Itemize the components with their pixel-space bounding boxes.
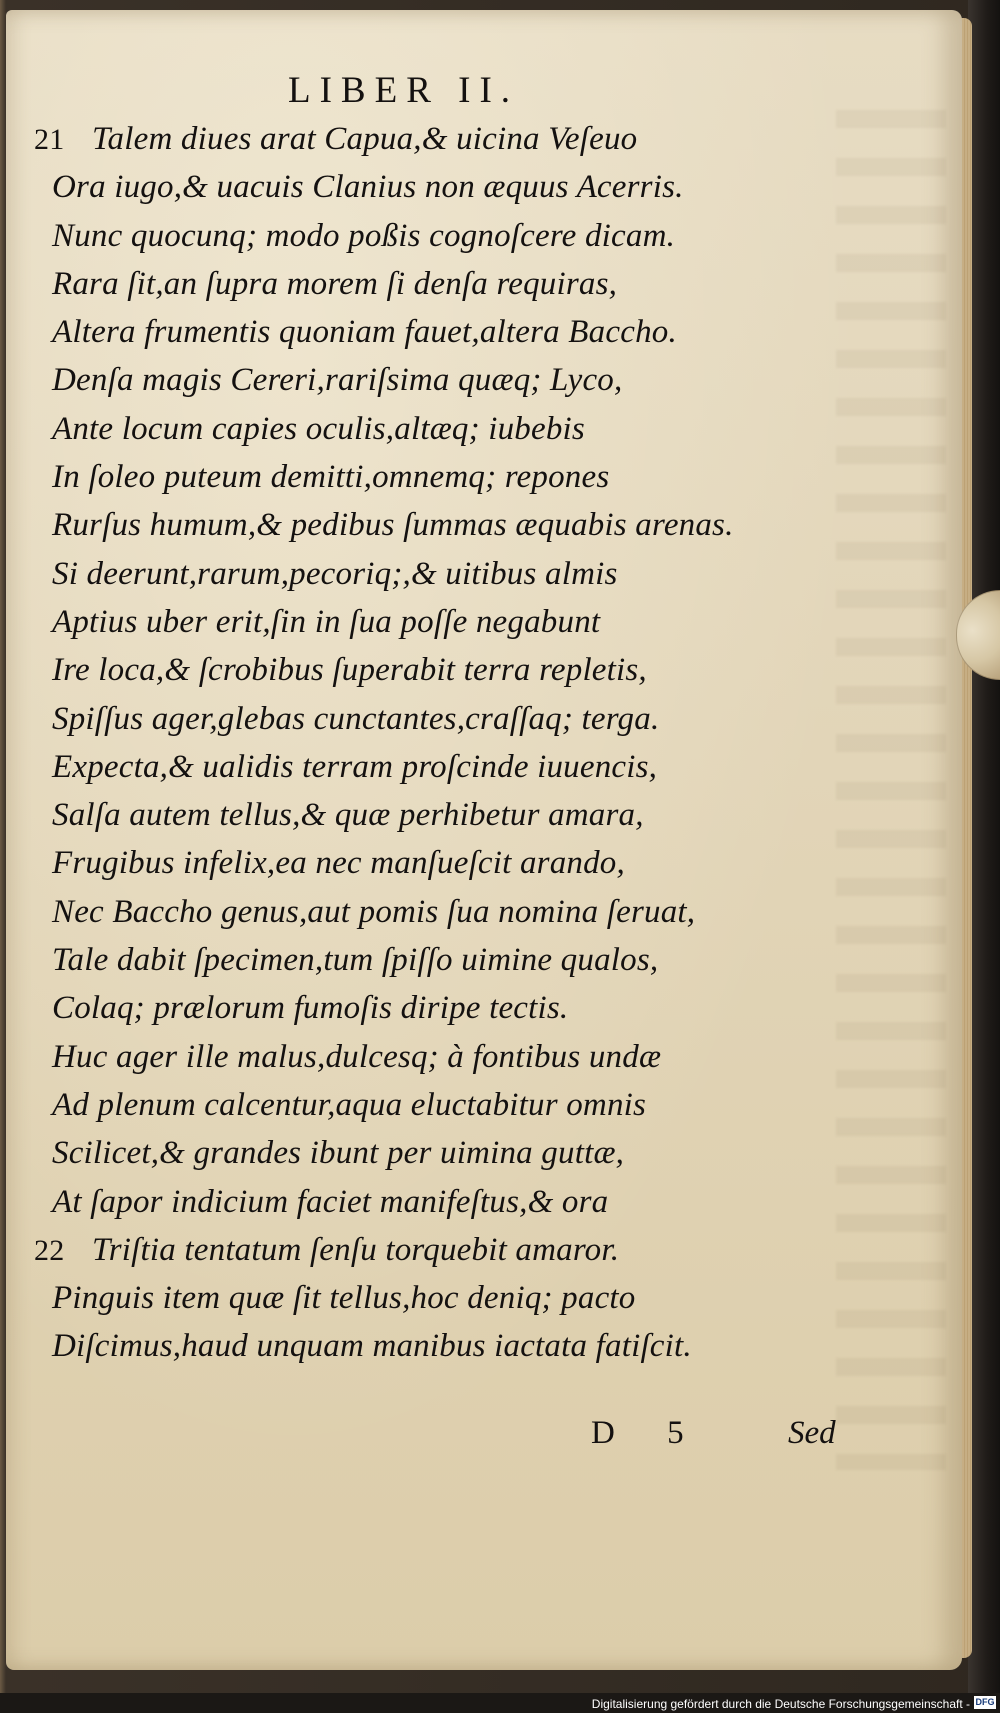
- verse-text: Aptius uber erit,ſin in ſua poſſe negabunt: [52, 603, 601, 640]
- verse-line: [34, 550, 834, 598]
- book-binding: [968, 0, 1000, 1713]
- dfg-logo: DFG: [975, 1697, 995, 1707]
- verse-text: At ſapor indicium faciet manifeſtus,& ora: [52, 1183, 609, 1220]
- verse-line: [34, 695, 834, 743]
- verse-text: Tale dabit ſpecimen,tum ſpiſſo uimine qualos,: [52, 942, 659, 979]
- verse-text: Huc ager ille malus,dulcesq; à fontibus undæ: [52, 1038, 662, 1075]
- verse-line: [34, 743, 834, 791]
- line-number: 22: [34, 1233, 65, 1267]
- verse-text: Ante locum capies oculis,altæq; iubebis: [52, 410, 585, 447]
- verse-line: [34, 598, 834, 646]
- verse-line: [34, 1033, 834, 1081]
- verse-text: Altera frumentis quoniam fauet,altera Baccho.: [52, 314, 677, 351]
- verse-text: Expecta,& ualidis terram proſcinde iuuencis,: [52, 748, 658, 785]
- verse-line: [34, 1129, 834, 1177]
- verse-line: [34, 260, 834, 308]
- verse-line: [34, 839, 834, 887]
- verse-text: Nunc quocunq; modo poßis cognoſcere dicam.: [52, 217, 676, 254]
- verse-line: [34, 163, 834, 211]
- verse-text: Pinguis item quæ ſit tellus,hoc deniq; pacto: [52, 1280, 636, 1317]
- verse-lines: [34, 115, 834, 1371]
- verse-text: Rurſus humum,& pedibus ſummas æquabis arenas.: [52, 507, 734, 544]
- verse-line: [34, 936, 834, 984]
- verse-line: [34, 453, 834, 501]
- verse-text: Nec Baccho genus,aut pomis ſua nomina ſeruat,: [52, 893, 696, 930]
- verse-text: Ora iugo,& uacuis Clanius non æquus Acerris.: [52, 169, 684, 206]
- verse-text: Salſa autem tellus,& quæ perhibetur amara,: [52, 797, 644, 834]
- verse-line: [34, 984, 834, 1032]
- verse-line: [34, 646, 834, 694]
- line-number: 21: [34, 123, 65, 156]
- verse-text: Colaq; prælorum fumoſis diripe tectis.: [52, 990, 569, 1027]
- digitization-credit: Digitalisierung gefördert durch die Deutsche Forschungsgemeinschaft -: [591, 1697, 970, 1711]
- verse-text: Talem diues arat Capua,& uicina Veſeuo: [92, 121, 638, 157]
- verse-line: [34, 888, 834, 936]
- verse-text: Rara ſit,an ſupra morem ſi denſa requiras,: [52, 265, 618, 302]
- verse-line: [34, 308, 834, 356]
- verse-line: [34, 501, 834, 549]
- verse-line: [34, 1081, 834, 1129]
- verse-text: Si deerunt,rarum,pecoriq;,& uitibus almis: [52, 555, 618, 592]
- verse-text: In ſoleo puteum demitti,omnemq; repones: [52, 459, 610, 496]
- verse-text: Scilicet,& grandes ibunt per uimina guttæ,: [52, 1135, 625, 1172]
- verse-line: [34, 1274, 834, 1322]
- verse-text: Ire loca,& ſcrobibus ſuperabit terra repletis,: [52, 652, 647, 689]
- verse-line: [34, 1178, 834, 1226]
- book-page: [6, 10, 962, 1670]
- verse-line: [34, 1322, 834, 1370]
- verse-line: [34, 115, 834, 163]
- signature-mark: D 5: [591, 1415, 706, 1451]
- verse-text: Ad plenum calcentur,aqua eluctabitur omnis: [52, 1086, 647, 1123]
- verse-text: Diſcimus,haud unquam manibus iactata fatiſcit.: [52, 1328, 692, 1365]
- page-text-block: [6, 10, 962, 1670]
- verse-line: [34, 356, 834, 404]
- verse-text: Frugibus infelix,ea nec manſueſcit arando,: [52, 845, 625, 882]
- verse-text: Spiſſus ager,glebas cunctantes,craſſaq; terga.: [52, 700, 660, 737]
- catchword: Sed: [788, 1415, 836, 1451]
- verse-text: Denſa magis Cereri,rariſsima quæq; Lyco,: [52, 362, 623, 399]
- verse-line: [34, 405, 834, 453]
- running-head: LIBER II.: [288, 70, 520, 111]
- verse-line: [34, 791, 834, 839]
- verse-text: Triſtia tentatum ſenſu torquebit amaror.: [92, 1231, 620, 1268]
- verse-line: [34, 1226, 834, 1274]
- verse-line: [34, 212, 834, 260]
